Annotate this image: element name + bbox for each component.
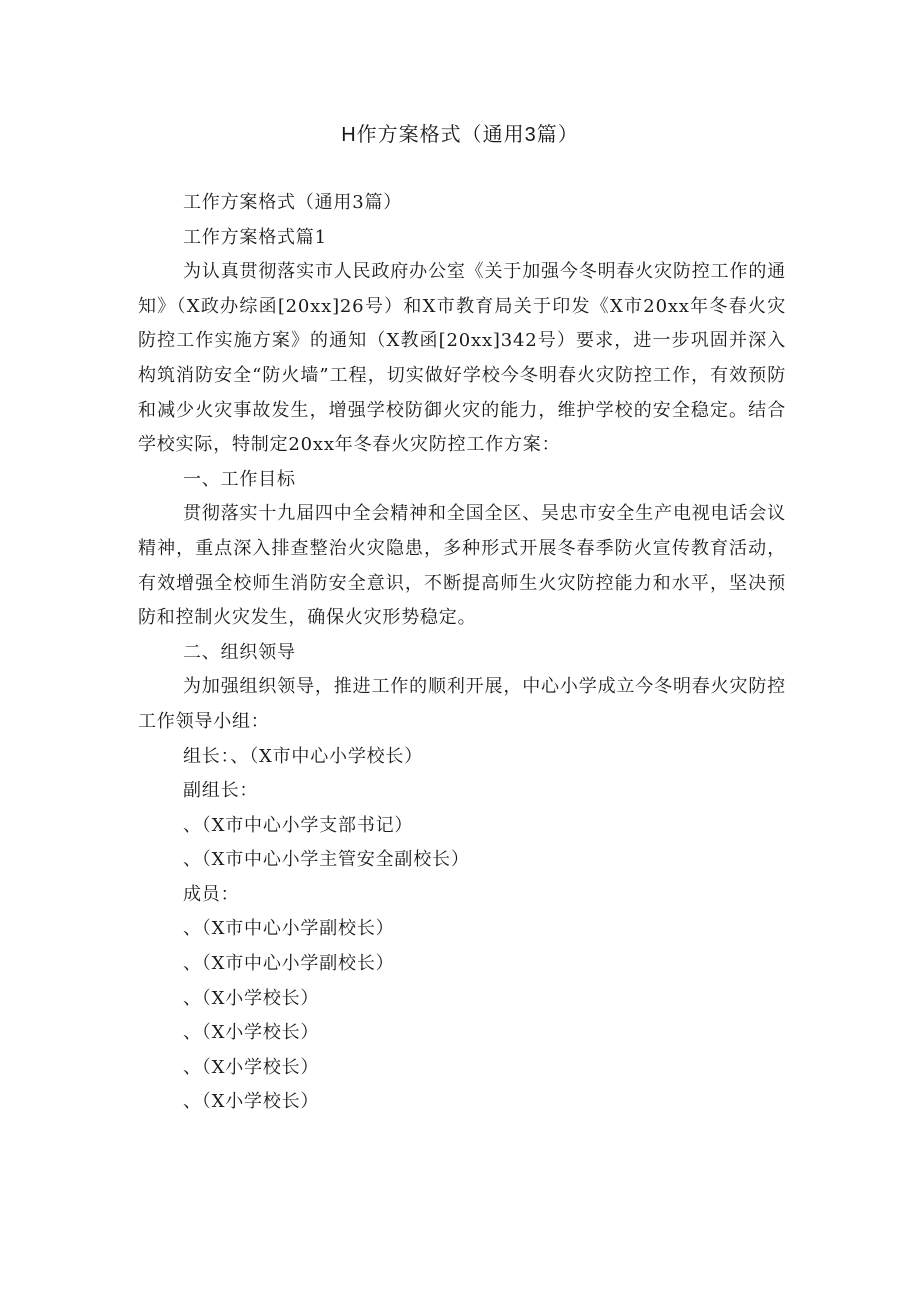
list-item: 、（X小学校长） — [183, 1022, 320, 1044]
list-item: 、（X小学校长） — [183, 987, 320, 1009]
intro-paragraph: 为认真贯彻落实市人民政府办公室《关于加强今冬明春火灾防控工作的通知》（X政办综函[20xx]26号）和X市教育局关于印发《X市20xx年冬春火灾防控工作实施方案》的通知（X教函[20xx]342号）要求，进一步巩固并深入构筑消防安全“防火墙”工程，切实做好学校今冬明春火灾防控工作，有效预防和减少火灾事故发生，增强学校防御火灾的能力，维护学校的安全稳定。结合学校实际，特制定20xx年冬春火灾防控工作方案： — [138, 261, 786, 456]
document-body — [138, 186, 786, 1120]
members-label: 成员： — [183, 883, 240, 905]
list-item: 、（X小学校长） — [183, 1056, 320, 1078]
list-item: 、（X市中心小学副校长） — [183, 953, 395, 975]
subtitle-paragraph: 工作方案格式（通用3篇） — [183, 192, 403, 213]
leader-line: 组长：、（X市中心小学校长） — [183, 745, 424, 767]
list-item: 、（X市中心小学支部书记） — [183, 814, 414, 836]
list-item: 、（X市中心小学副校长） — [183, 918, 395, 940]
document-title: H作方案格式（通用3篇） — [341, 124, 579, 146]
work-goal-paragraph: 贯彻落实十九届四中全会精神和全国全区、吴忠市安全生产电视电话会议精神，重点深入排查整治火灾隐患，多种形式开展冬春季防火宣传教育活动，有效增强全校师生消防安全意识，不断提高师生火灾防控能力和水平，坚决预防和控制火灾发生，确保火灾形势稳定。 — [138, 503, 786, 629]
list-item: 、（X市中心小学主管安全副校长） — [183, 849, 470, 871]
section-heading-part1: 工作方案格式篇1 — [183, 226, 327, 248]
heading-work-goal: 一、工作目标 — [183, 468, 296, 490]
organization-paragraph: 为加强组织领导，推进工作的顺利开展，中心小学成立今冬明春火灾防控工作领导小组： — [138, 676, 786, 732]
heading-organization: 二、组织领导 — [183, 641, 296, 663]
deputy-leader-label: 副组长： — [183, 780, 259, 802]
list-item: 、（X小学校长） — [183, 1091, 320, 1113]
